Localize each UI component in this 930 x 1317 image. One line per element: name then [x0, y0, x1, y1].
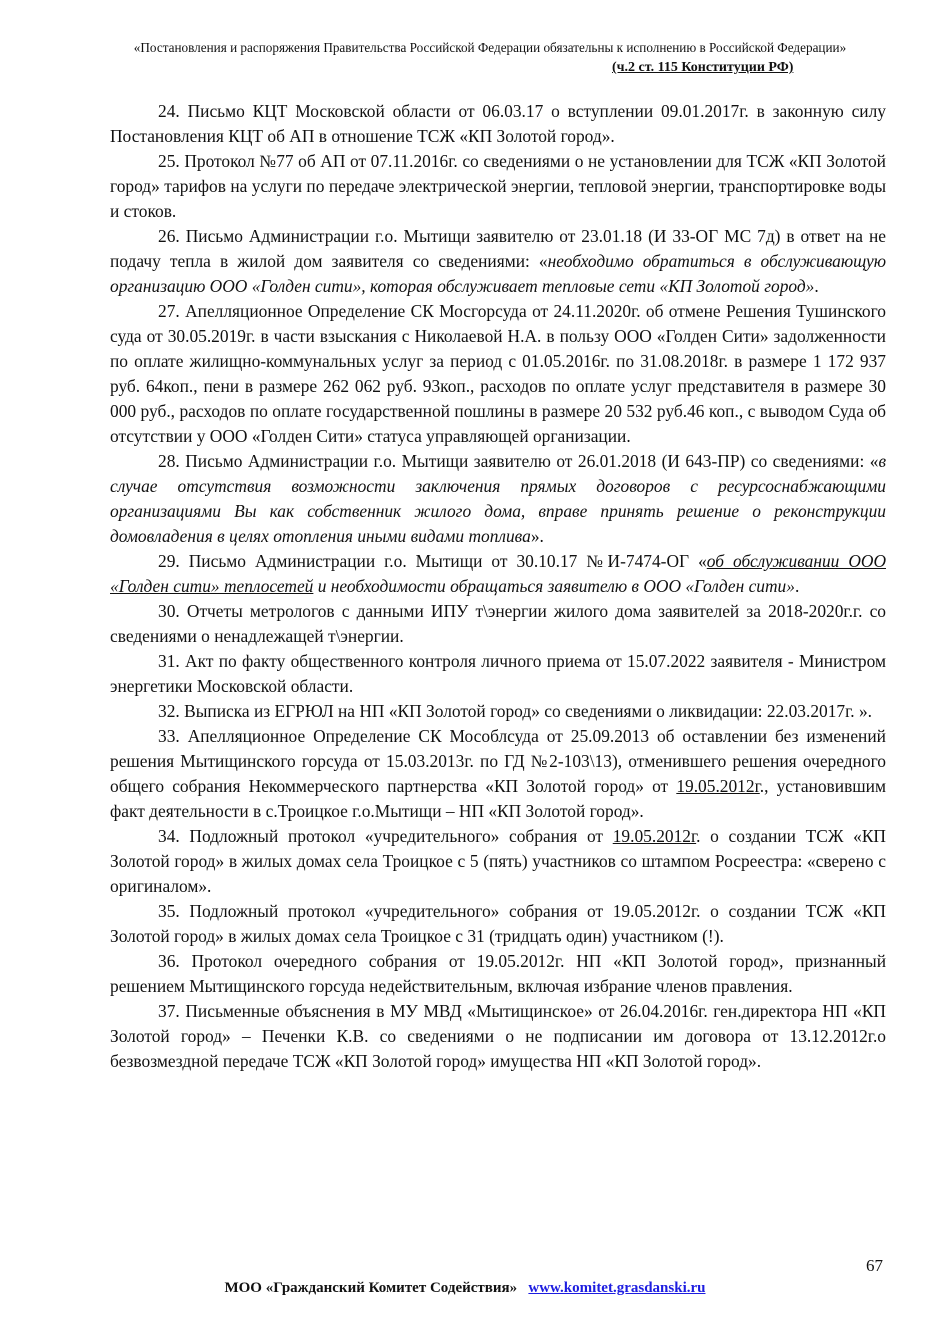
- list-item: 29. Письмо Администрации г.о. Мытищи от 30.10.17 №И-7474-ОГ «об обслуживании ООО «Голден сити» теплосетей и необходимости обращаться заявителю в ООО «Голден сити».: [110, 551, 886, 596]
- list-item: 34. Подложный протокол «учредительного» собрания от 19.05.2012г. о создании ТСЖ «КП Золотой город» в жилых домах села Троицкое с 5 (пять) участников со штампом Росреестра: «сверено с оригиналом».: [110, 826, 886, 896]
- header-line-2: (ч.2 ст. 115 Конституции РФ): [612, 60, 794, 75]
- list-item: 25. Протокол №77 об АП от 07.11.2016г. со сведениями о не установлении для ТСЖ «КП Золотой город» тарифов на услуги по передаче электрической энергии, тепловой энергии, транспортировке воды и стоков.: [110, 151, 886, 221]
- list-item: 28. Письмо Администрации г.о. Мытищи заявителю от 26.01.2018 (И 643-ПР) со сведениями: «в случае отсутствия возможности заключения прямых договоров с ресурсоснабжающими организациями Вы как собственник жилого дома, вправе принять решение о реконструкции домовладения в целях отопления иными видами топлива».: [110, 451, 886, 546]
- list-item: 32. Выписка из ЕГРЮЛ на НП «КП Золотой город» со сведениями о ликвидации: 22.03.2017г. ».: [158, 701, 873, 721]
- list-item: 36. Протокол очередного собрания от 19.05.2012г. НП «КП Золотой город», признанный решением Мытищинского горсуда недействительным, включая избрание членов правления.: [110, 951, 887, 996]
- list-item: 31. Акт по факту общественного контроля личного приема от 15.07.2022 заявителя - Министром энергетики Московской области.: [110, 651, 886, 696]
- list-item: 37. Письменные объяснения в МУ МВД «Мытищинское» от 26.04.2016г. ген.директора НП «КП Золотой город» – Печенки К.В. со сведениями о не подписании им договора от 13.12.2012г.о безвозмездной передаче ТСЖ «КП Золотой город» имущества НП «КП Золотой город».: [110, 1001, 886, 1071]
- page-number: 67: [866, 1256, 883, 1275]
- footer-link[interactable]: www.komitet.grasdanski.ru: [528, 1280, 706, 1296]
- document-body: [110, 99, 886, 1074]
- list-item: 26. Письмо Администрации г.о. Мытищи заявителю от 23.01.18 (И 33-ОГ МС 7д) в ответ на не подачу тепла в жилой дом заявителя со сведениями: «необходимо обратиться в обслуживающую организацию ООО «Голден сити», которая обслуживает тепловые сети «КП Золотой город».: [110, 226, 886, 296]
- list-item: 30. Отчеты метрологов с данными ИПУ т\энергии жилого дома заявителей за 2018-2020г.г. со сведениями о ненадлежащей т\энергии.: [110, 601, 886, 646]
- footer: [0, 1280, 930, 1297]
- list-item: 35. Подложный протокол «учредительного» собрания от 19.05.2012г. о создании ТСЖ «КП Золотой город» в жилых домах села Троицкое с 31 (тридцать один) участником (!).: [110, 901, 886, 946]
- footer-org: МОО «Гражданский Комитет Содействия»: [224, 1280, 518, 1296]
- list-item: 33. Апелляционное Определение СК Мособлсуда от 25.09.2013 об оставлении без изменений решения Мытищинского горсуда от 15.03.2013г. по ГД №2-103\13), отменившего решения очередного общего собрания Некоммерческого партнерства «КП Золотой город» от 19.05.2012г., установившим факт деятельности в с.Троицкое г.о.Мытищи – НП «КП Золотой город».: [110, 726, 886, 821]
- header-line-1: «Постановления и распоряжения Правительства Российской Федерации обязательны к исполнению в Российской Федерации»: [133, 40, 847, 55]
- list-item: 27. Апелляционное Определение СК Мосгорсуда от 24.11.2020г. об отмене Решения Тушинского суда от 30.05.2019г. в части взыскания с Николаевой Н.А. в пользу ООО «Голден Сити» задолженности по оплате жилищно-коммунальных услуг за период с 01.05.2016г. по 31.08.2018г. в размере 1 172 937 руб. 64коп., пени в размере 262 062 руб. 93коп., расходов по оплате услуг представителя в размере 30 000 руб., расходов по оплате государственной пошлины в размере 20 532 руб.46 коп., с выводом Суда об отсутствии у ООО «Голден Сити» статуса управляющей организации.: [110, 301, 886, 446]
- list-item: 24. Письмо КЦТ Московской области от 06.03.17 о вступлении 09.01.2017г. в законную силу Постановления КЦТ об АП в отношение ТСЖ «КП Золотой город».: [110, 101, 886, 146]
